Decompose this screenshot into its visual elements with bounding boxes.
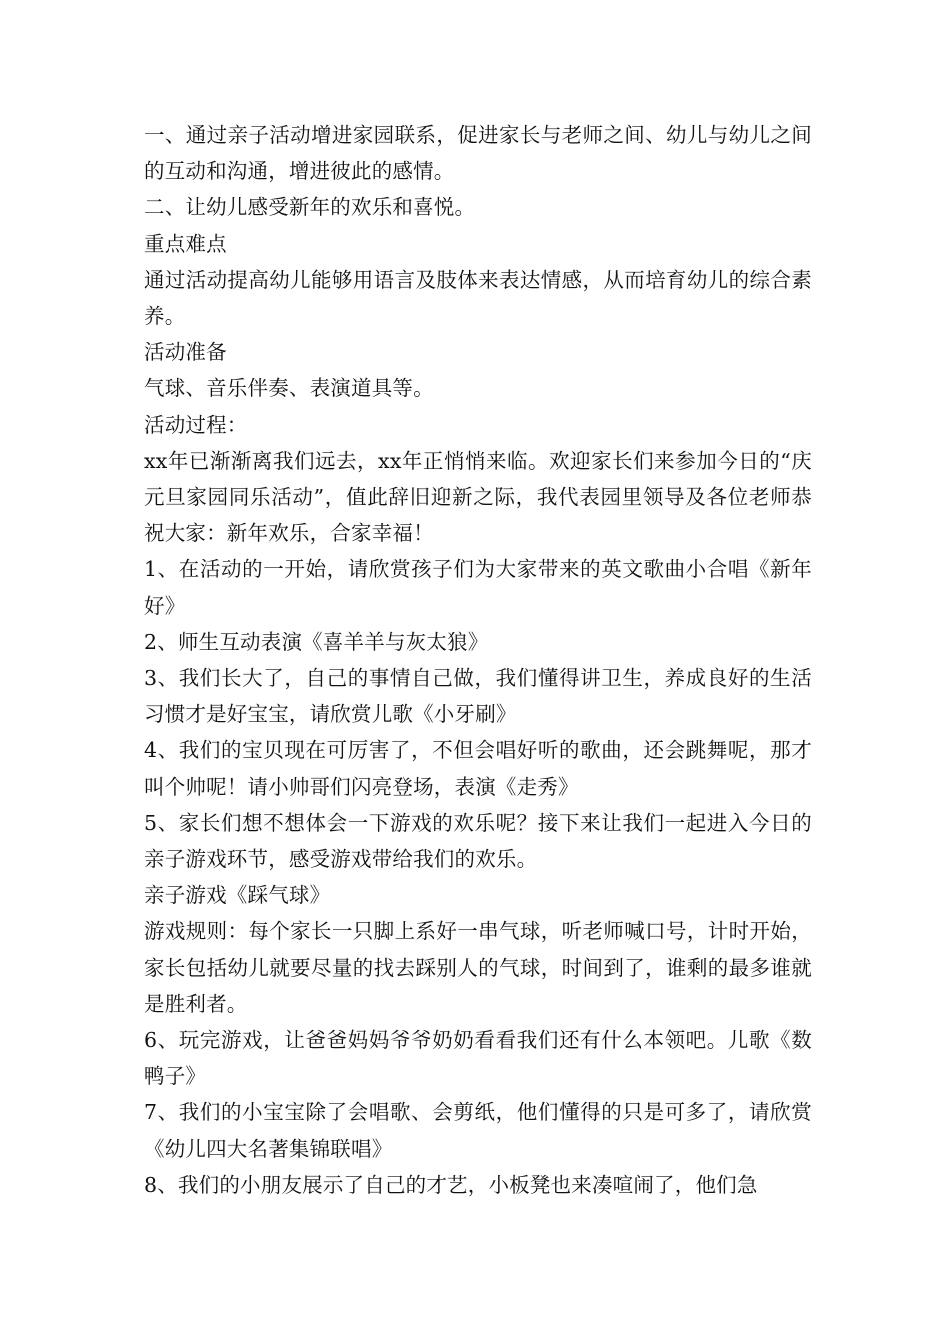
paragraph-preparation: 气球、音乐伴奏、表演道具等。 xyxy=(144,376,434,401)
paragraph-goal-2: 二、让幼儿感受新年的欢乐和喜悦。 xyxy=(144,195,476,220)
paragraph-key-points: 通过活动提高幼儿能够用语言及肢体来表达情感，从而培育幼儿的综合素养。 xyxy=(144,267,812,329)
list-item-3: 3、我们长大了，自己的事情自己做，我们懂得讲卫生，养成良好的生活习惯才是好宝宝，请欣赏儿歌《小牙刷》 xyxy=(144,666,812,727)
list-item-6: 6、玩完游戏，让爸爸妈妈爷爷奶奶看看我们还有什么本领吧。儿歌《数鸭子》 xyxy=(144,1028,812,1089)
heading-game: 亲子游戏《踩气球》 xyxy=(144,883,331,908)
list-item-8: 8、我们的小朋友展示了自己的才艺，小板凳也来凑喧闹了，他们急 xyxy=(144,1172,758,1197)
paragraph-goal-1: 一、通过亲子活动增进家园联系，促进家长与老师之间、幼儿与幼儿之间的互动和沟通，增进彼此的感情。 xyxy=(144,123,812,184)
paragraph-game-rules: 游戏规则：每个家长一只脚上系好一串气球，听老师喊口号，计时开始，家长包括幼儿就要尽量的找去踩别人的气球，时间到了，谁剩的最多谁就是胜利者。 xyxy=(144,919,812,1016)
document-body xyxy=(144,117,812,1203)
heading-preparation: 活动准备 xyxy=(144,340,227,365)
heading-key-points: 重点难点 xyxy=(144,231,227,256)
list-item-2: 2、师生互动表演《喜羊羊与灰太狼》 xyxy=(144,629,489,654)
paragraph-opening-speech: xx年已渐渐离我们远去，xx年正悄悄来临。欢迎家长们来参加今日的“庆元旦家园同乐活动”，值此辞旧迎新之际，我代表园里领导及各位老师恭祝大家：新年欢乐，合家幸福！ xyxy=(144,448,812,546)
list-item-4: 4、我们的宝贝现在可厉害了，不但会唱好听的歌曲，还会跳舞呢，那才叫个帅呢！请小帅哥们闪亮登场，表演《走秀》 xyxy=(144,738,812,799)
list-item-7: 7、我们的小宝宝除了会唱歌、会剪纸，他们懂得的只是可多了，请欣赏《幼儿四大名著集锦联唱》 xyxy=(144,1100,812,1161)
list-item-1: 1、在活动的一开始，请欣赏孩子们为大家带来的英文歌曲小合唱《新年好》 xyxy=(144,557,812,618)
list-item-5: 5、家长们想不想体会一下游戏的欢乐呢？接下来让我们一起进入今日的亲子游戏环节，感受游戏带给我们的欢乐。 xyxy=(144,810,812,872)
heading-process: 活动过程： xyxy=(144,412,248,437)
